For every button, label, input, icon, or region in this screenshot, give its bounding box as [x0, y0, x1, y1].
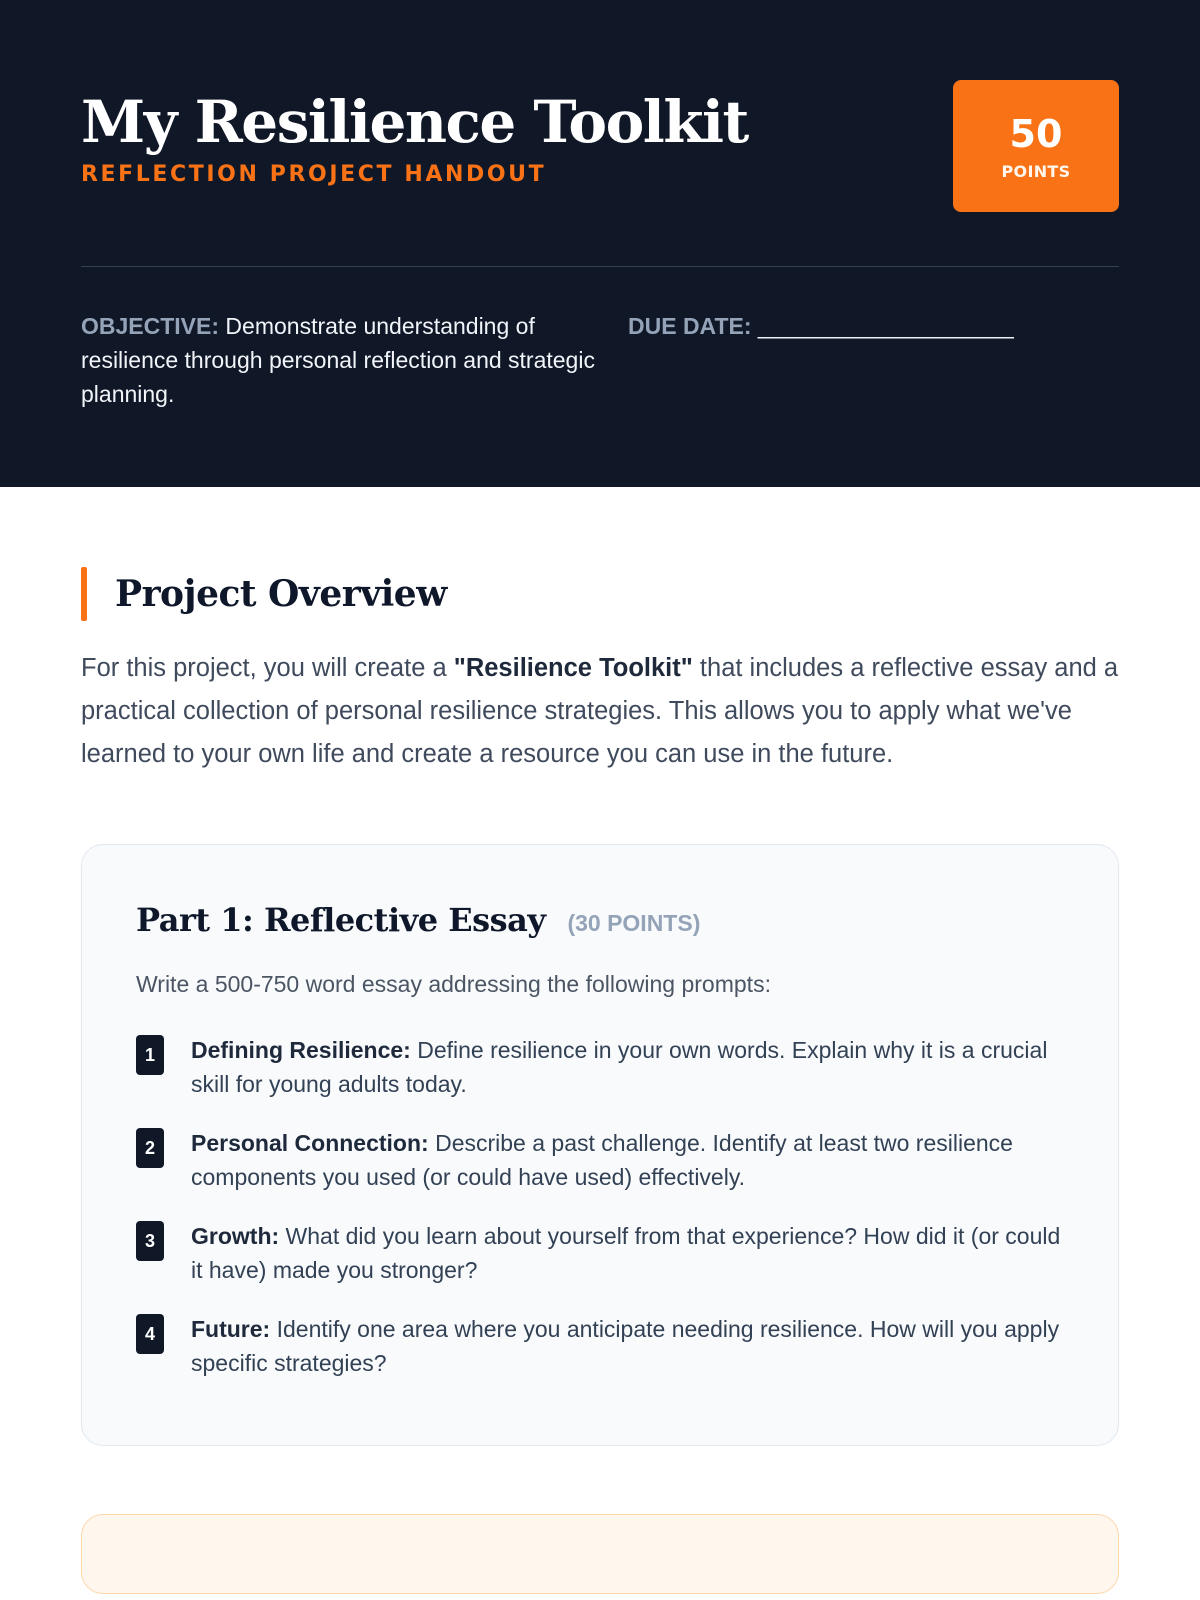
header-top — [81, 80, 1119, 212]
title-block — [81, 80, 748, 187]
prompt-number-badge: 1 — [136, 1035, 164, 1075]
overview-text-before: For this project, you will create a — [81, 654, 454, 682]
prompt-body: What did you learn about yourself from that experience? How did it (or could it have) made you stronger? — [191, 1223, 1061, 1283]
overview-text-bold: "Resilience Toolkit" — [453, 654, 693, 682]
prompt-label: Personal Connection: — [191, 1130, 429, 1156]
prompt-label: Defining Resilience: — [191, 1037, 411, 1063]
prompt-body: Describe a past challenge. Identify at least two resilience components you used (or could have used) effectively. — [191, 1130, 1013, 1190]
prompt-text — [191, 1126, 1064, 1194]
prompt-body: Identify one area where you anticipate needing resilience. How will you apply specific strategies? — [191, 1316, 1060, 1376]
objective-text: Demonstrate understanding of resilience through personal reflection and strategic planning. — [81, 313, 595, 407]
due-date — [628, 309, 1014, 411]
points-label: POINTS — [1001, 161, 1071, 181]
part1-intro: Write a 500-750 word essay addressing the following prompts: — [136, 971, 771, 997]
prompt-body: Define resilience in your own words. Explain why it is a crucial skill for young adults today. — [191, 1037, 1048, 1097]
meta-row — [81, 309, 1119, 411]
prompt-list — [136, 1033, 1064, 1380]
objective — [81, 309, 628, 411]
overview-title: Project Overview — [115, 573, 447, 615]
due-date-blank: ____________________ — [757, 313, 1014, 339]
page-subtitle: REFLECTION PROJECT HANDOUT — [81, 162, 547, 187]
page-title: My Resilience Toolkit — [81, 88, 748, 156]
points-badge — [953, 80, 1119, 212]
prompt-number-badge: 2 — [136, 1128, 164, 1168]
list-item — [136, 1033, 1064, 1101]
prompt-label: Future: — [191, 1316, 271, 1342]
prompt-text — [191, 1033, 1064, 1101]
part1-title: Part 1: Reflective Essay — [136, 901, 546, 939]
list-item — [136, 1312, 1064, 1380]
overview-heading — [81, 567, 1119, 621]
part1-heading — [136, 901, 1064, 939]
list-item — [136, 1126, 1064, 1194]
section-accent-bar — [81, 567, 87, 621]
main-content — [0, 567, 1200, 1594]
prompt-text — [191, 1312, 1064, 1380]
part1-card — [81, 844, 1119, 1446]
prompt-number-badge: 4 — [136, 1314, 164, 1354]
overview-text-after: that includes a reflective essay and a practical collection of personal resilience strategies. This allows you to apply what we've learned to your own life and create a resource you can use in the future. — [81, 654, 1119, 768]
due-date-label: DUE DATE: — [628, 313, 752, 339]
part2-card — [81, 1514, 1119, 1594]
prompt-label: Growth: — [191, 1223, 280, 1249]
objective-label: OBJECTIVE: — [81, 313, 220, 339]
overview-paragraph — [81, 647, 1119, 776]
prompt-number-badge: 3 — [136, 1221, 164, 1261]
list-item — [136, 1219, 1064, 1287]
points-value: 50 — [1009, 111, 1063, 156]
part1-points: (30 POINTS) — [567, 910, 701, 936]
page-header — [0, 0, 1200, 487]
prompt-text — [191, 1219, 1064, 1287]
header-divider — [81, 266, 1119, 267]
